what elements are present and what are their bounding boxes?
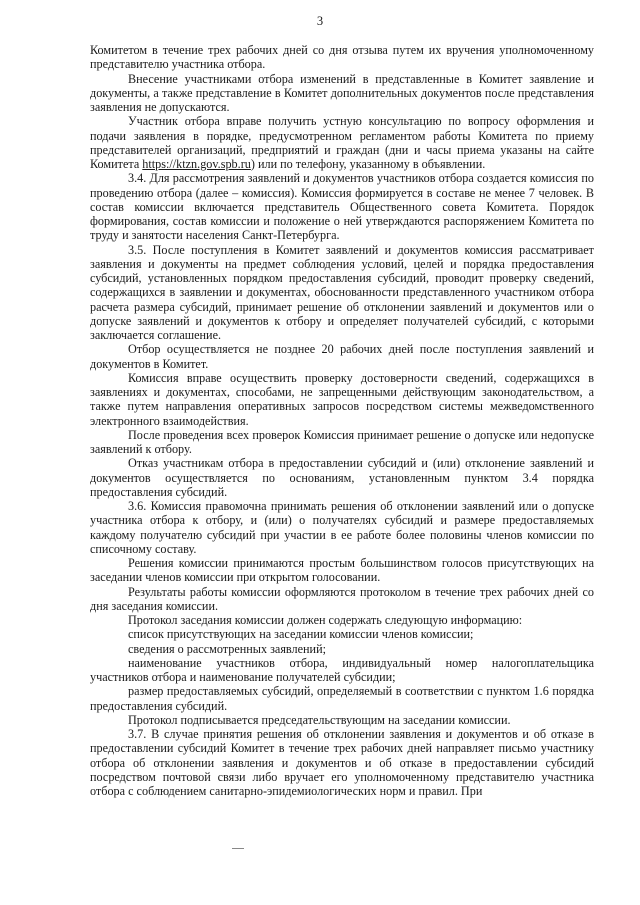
protocol-item-participants: наименование участников отбора, индивидуальный номер налогоплательщика участников отбора и наименование получателей субсидии; bbox=[90, 655, 594, 684]
paragraph-11: Решения комиссии принимаются простым большинством голосов присутствующих на заседании членов комиссии при открытом голосовании. bbox=[90, 556, 594, 585]
paragraph-12: Результаты работы комиссии оформляются протоколом в течение трех рабочих дней со дня заседания комиссии. bbox=[90, 584, 594, 613]
paragraph-3-text: Участник отбора вправе получить устную консультацию по вопросу оформления и подачи заявления в порядке, предусмотренном регламентом работы Комитета по приему представителей организаций, предприятий и граждан (дни и часы приема указаны на сайте Комитета bbox=[90, 114, 594, 171]
paragraph-10-section-3-6: 3.6. Комиссия правомочна принимать решения об отклонении заявлений или о допуске участника отбора к отбору, и (или) о получателях субсидий и размере предоставляемых каждому получателю субсидий при участии в ее работе более половины членов комиссии по списочному составу. bbox=[90, 499, 594, 556]
paragraph-5-section-3-5: 3.5. После поступления в Комитет заявлений и документов комиссия рассматривает заявления и документы на предмет соблюдения условий, целей и порядка предоставления субсидий, установленных порядком предоставления субсидий, проводит проверку сведений, содержащихся в заявлении и документах, обоснованности представленного участником отбора расчета размера субсидий, принимает решение об отклонении заявлений и документов или о допуске заявлений и документов к отбору и определяет получателей субсидий, с которыми заключается соглашение. bbox=[90, 242, 594, 342]
protocol-item-applications: сведения о рассмотренных заявлений; bbox=[128, 641, 326, 656]
paragraph-8: После проведения всех проверок Комиссия принимает решение о допуске или недопуске заявлений к отбору. bbox=[90, 427, 594, 456]
document-body bbox=[90, 43, 594, 798]
page-number: 3 bbox=[316, 14, 324, 28]
committee-website-link[interactable]: https://ktzn.gov.spb.ru bbox=[142, 157, 251, 171]
paragraph-2: Внесение участниками отбора изменений в представленные в Комитет заявление и документы, а также представление в Комитет дополнительных документов после представления заявления не допускаются. bbox=[90, 71, 594, 114]
paragraph-13: Протокол заседания комиссии должен содержать следующую информацию: bbox=[128, 613, 523, 627]
paragraph-18: Протокол подписывается председательствующим на заседании комиссии. bbox=[128, 712, 511, 727]
protocol-item-subsidy-size: размер предоставляемых субсидий, определяемый в соответствии с пунктом 1.6 порядка предоставления субсидий. bbox=[90, 684, 594, 713]
page-footer-mark bbox=[232, 848, 244, 849]
paragraph-4-section-3-4: 3.4. Для рассмотрения заявлений и документов участников отбора создается комиссия по проведению отбора (далее – комиссия). Комиссия формируется в составе не менее 7 человек. В состав комиссии включается представитель Общественного совета Комитета. Порядок формирования, состав комиссии и положение о ней утверждаются распоряжением Комитета по труду и занятости населения Санкт-Петербурга. bbox=[90, 171, 594, 243]
paragraph-6: Отбор осуществляется не позднее 20 рабочих дней после поступления заявлений и документов в Комитет. bbox=[90, 342, 594, 371]
protocol-item-attendees: список присутствующих на заседании комиссии членов комиссии; bbox=[128, 627, 474, 642]
paragraph-9: Отказ участникам отбора в предоставлении субсидий и (или) отклонение заявлений и документов осуществляется по основаниям, установленным пунктом 3.4 порядка предоставления субсидий. bbox=[90, 456, 594, 499]
paragraph-19-section-3-7: 3.7. В случае принятия решения об отклонении заявления и документов и об отказе в предоставлении субсидий Комитет в течение трех рабочих дней направляет письмо участнику отбора об отклонении заявления и документов и об отказе в предоставлении субсидий посредством почтовой связи либо вручает его уполномоченному представителю участника отбора с соблюдением санитарно-эпидемиологических норм и правил. При bbox=[90, 727, 594, 798]
paragraph-3-text-after: ) или по телефону, указанному в объявлении. bbox=[250, 157, 486, 171]
paragraph-7: Комиссия вправе осуществить проверку достоверности сведений, содержащихся в заявлениях и документах, способами, не запрещенными действующим законодательством, а также путем направления оперативных запросов посредством системы межведомственного электронного взаимодействия. bbox=[90, 370, 594, 428]
paragraph-1: Комитетом в течение трех рабочих дней со дня отзыва путем их вручения уполномоченному представителю участника отбора. bbox=[90, 43, 594, 72]
paragraph-3 bbox=[90, 114, 594, 171]
